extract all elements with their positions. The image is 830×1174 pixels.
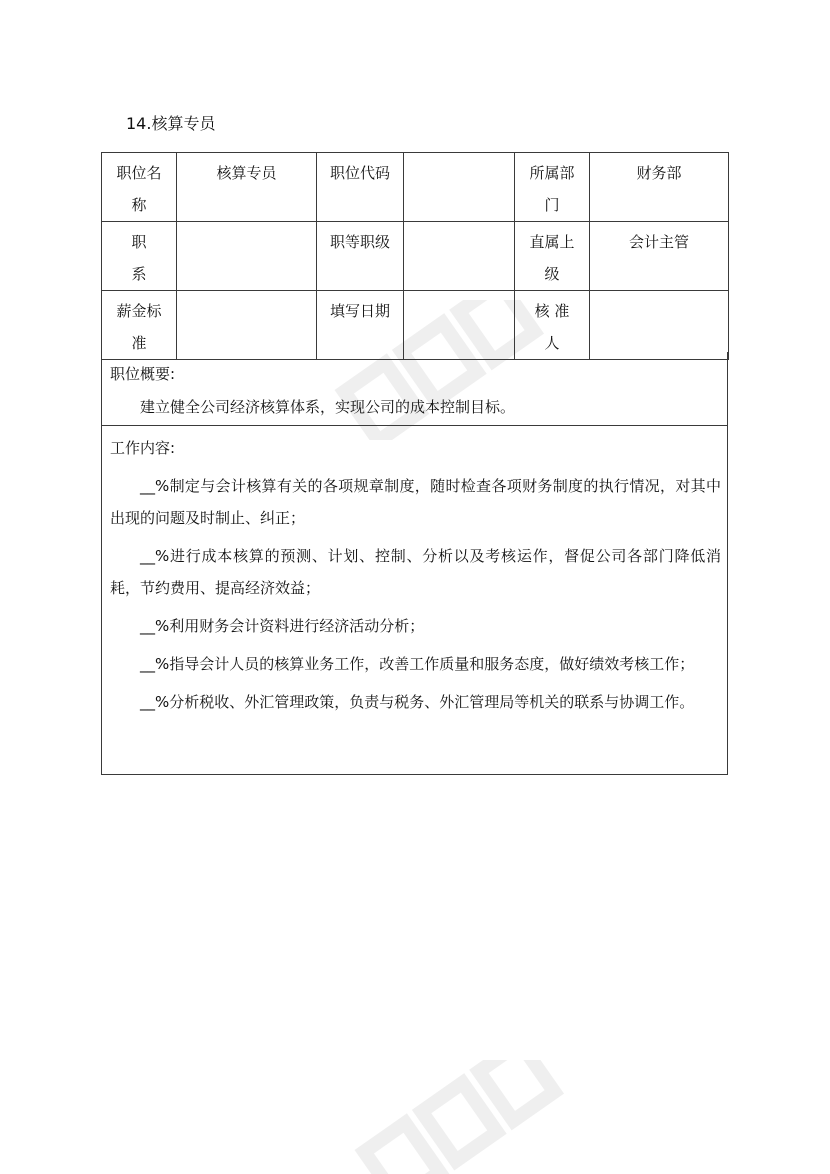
page-title: 14.核算专员	[126, 114, 216, 133]
table-row	[102, 222, 729, 291]
duty-item: __%分析税收、外汇管理政策，负责与税务、外汇管理局等机关的联系与协调工作。	[140, 693, 695, 711]
value-approver	[590, 291, 729, 360]
label-position-code: 职位代码	[317, 153, 404, 222]
value-position-name: 核算专员	[177, 153, 317, 222]
duty-item: __%进行成本核算的预测、计划、控制、分析以及考核运作，督促公司各部门降低消耗，节约费用、提高经济效益；	[110, 547, 721, 597]
value-fill-date	[404, 291, 515, 360]
duty-item: __%指导会计人员的核算业务工作，改善工作质量和服务态度，做好绩效考核工作；	[140, 655, 695, 673]
summary-heading: 职位概要:	[110, 365, 176, 383]
watermark-logo	[350, 1060, 580, 1174]
summary-text: 建立健全公司经济核算体系，实现公司的成本控制目标。	[140, 398, 516, 416]
job-duties-section	[101, 426, 728, 775]
duty-item: __%利用财务会计资料进行经济活动分析；	[140, 617, 425, 635]
label-position-name: 职位名 称	[102, 153, 177, 222]
position-summary-section	[101, 352, 728, 426]
label-grade-level: 职等职级	[317, 222, 404, 291]
table-row	[102, 291, 729, 360]
label-approver: 核 准 人	[515, 291, 590, 360]
job-info-table	[101, 152, 729, 360]
duty-item: __%制定与会计核算有关的各项规章制度，随时检查各项财务制度的执行情况，对其中出现的问题及时制止、纠正；	[110, 477, 721, 527]
label-salary-standard: 薪金标 准	[102, 291, 177, 360]
label-direct-supervisor: 直属上 级	[515, 222, 590, 291]
value-salary-standard	[177, 291, 317, 360]
label-job-family: 职 系	[102, 222, 177, 291]
table-row	[102, 153, 729, 222]
value-direct-supervisor: 会计主管	[590, 222, 729, 291]
duties-heading: 工作内容:	[110, 439, 176, 457]
label-department: 所属部 门	[515, 153, 590, 222]
value-position-code	[404, 153, 515, 222]
value-grade-level	[404, 222, 515, 291]
label-fill-date: 填写日期	[317, 291, 404, 360]
value-department: 财务部	[590, 153, 729, 222]
value-job-family	[177, 222, 317, 291]
